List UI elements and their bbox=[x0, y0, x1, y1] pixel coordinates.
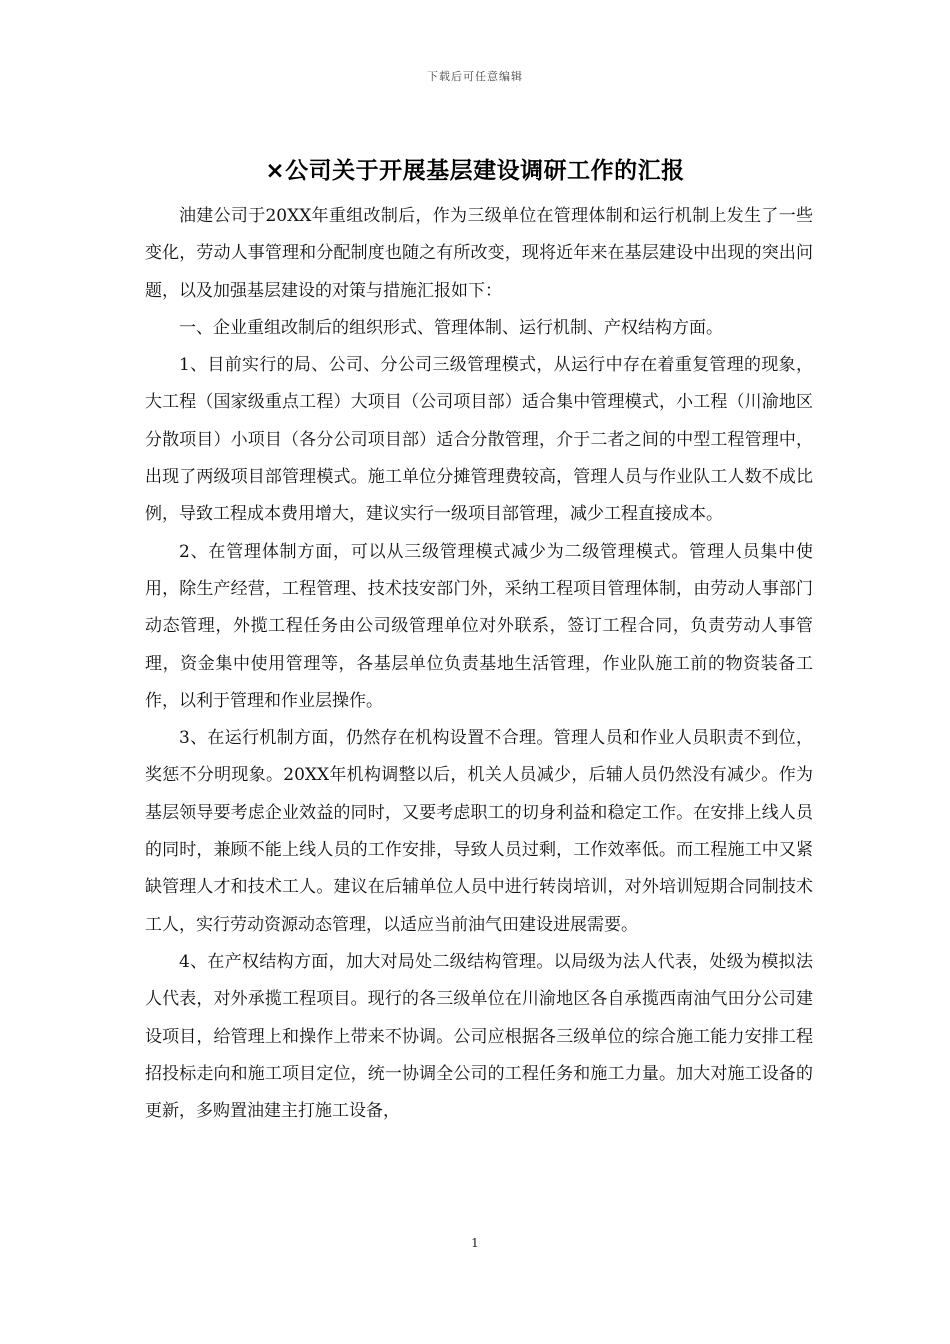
paragraph-section-heading: 一、企业重组改制后的组织形式、管理体制、运行机制、产权结构方面。 bbox=[179, 317, 723, 338]
header-note: 下载后可任意编辑 bbox=[427, 70, 523, 83]
page-number: 1 bbox=[471, 1236, 479, 1250]
paragraph-intro: 油建公司于20XX年重组改制后，作为三级单位在管理体制和运行机制上发生了一些变化，劳动人事管理和分配制度也随之有所改变，现将近年来在基层建设中出现的突出问题，以及加强基层建设的对策与措施汇报如下： bbox=[145, 206, 813, 301]
document-body bbox=[145, 198, 813, 1130]
paragraph-item-1: 1、目前实行的局、公司、分公司三级管理模式，从运行中存在着重复管理的现象，大工程（国家级重点工程）大项目（公司项目部）适合集中管理模式，小工程（川渝地区分散项目）小项目（各分公司项目部）适合分散管理，介于二者之间的中型工程管理中，出现了两级项目部管理模式。施工单位分摊管理费较高，管理人员与作业队工人数不成比例，导致工程成本费用增大，建议实行一级项目部管理，减少工程直接成本。 bbox=[145, 355, 813, 525]
document-title: ×公司关于开展基层建设调研工作的汇报 bbox=[265, 158, 685, 184]
paragraph-item-4: 4、在产权结构方面，加大对局处二级结构管理。以局级为法人代表，处级为模拟法人代表，对外承揽工程项目。现行的各三级单位在川渝地区各自承揽西南油气田分公司建设项目，给管理上和操作上带来不协调。公司应根据各三级单位的综合施工能力安排工程招投标走向和施工项目定位，统一协调全公司的工程任务和施工力量。加大对施工设备的更新，多购置油建主打施工设备， bbox=[145, 951, 813, 1122]
paragraph-item-2: 2、在管理体制方面，可以从三级管理模式减少为二级管理模式。管理人员集中使用，除生产经营，工程管理、技术技安部门外，采纳工程项目管理体制，由劳动人事部门动态管理，外揽工程任务由公司级管理单位对外联系，签订工程合同，负责劳动人事管理，资金集中使用管理等，各基层单位负责基地生活管理，作业队施工前的物资装备工作，以利于管理和作业层操作。 bbox=[145, 541, 813, 711]
paragraph-item-3: 3、在运行机制方面，仍然存在机构设置不合理。管理人员和作业人员职责不到位，奖惩不分明现象。20XX年机构调整以后，机关人员减少，后辅人员仍然没有减少。作为基层领导要考虑企业效益的同时，又要考虑职工的切身利益和稳定工作。在安排上线人员的同时，兼顾不能上线人员的工作安排，导致人员过剩，工作效率低。而工程施工中又紧缺管理人才和技术工人。建议在后辅单位人员中进行转岗培训，对外培训短期合同制技术工人，实行劳动资源动态管理，以适应当前油气田建设进展需要。 bbox=[145, 728, 813, 935]
